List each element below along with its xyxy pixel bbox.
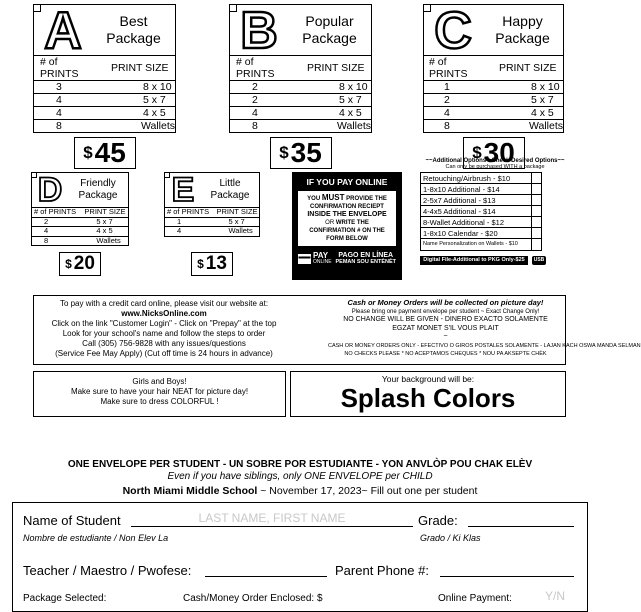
parent-phone-input[interactable] [440, 561, 574, 577]
website-link[interactable]: www.NicksOnline.com [121, 309, 207, 318]
option-checkbox[interactable] [531, 228, 541, 239]
package-d-price: $ 20 [59, 252, 101, 276]
package-e-table: # of PRINTS PRINT SIZE 1 5 x 7 4 Wallets [164, 208, 260, 237]
option-row: 8-Wallet Additional - $12 [421, 217, 541, 228]
package-a-table: # of PRINTS PRINT SIZE 3 8 x 10 4 5 x 7 4 4 x 5 8 Wallets [33, 56, 176, 133]
table-row: 8 Wallets [56, 120, 175, 132]
package-c-price: $ 30 [463, 137, 525, 169]
package-e [164, 172, 260, 276]
package-e-letter: E [171, 171, 195, 209]
grade-label: Grade: [418, 513, 458, 528]
package-selected-label: Package Selected: [23, 593, 107, 604]
option-row: 1-8x10 Additional - $14 [421, 184, 541, 195]
grade-input[interactable] [468, 511, 574, 527]
student-name-input[interactable]: LAST NAME, FIRST NAME [131, 511, 413, 527]
option-checkbox[interactable] [531, 195, 541, 206]
option-row: Retouching/Airbrush - $10 [421, 173, 541, 184]
online-payment-info: To pay with a credit card online, please visit our website at: www.NicksOnline.com Click on the link "Customer Login" - Click on "Prepay" at the top Look for your school's name and follow the steps to order Call (305) 756-9828 with any issues/questions (Service Fee May Apply) (Cut off time is 24 hours in advance) Cash or Money Orders will be collected on picture day! Please bring one payment envelope per student ~ Exact Change Only! NO CHANGE WILL BE GIVEN - DINERO EXACTO SOLAMENTE EGZAT MONET S'IL VOUS PLAIT ~ CASH OR MONEY ORDERS ONLY - EFECTIVO O GIROS POSTALES SOLAMENTE - LAJAN KACH OSWA MANDA SELMAN NO CHECKS PLEASE * NO ACEPTAMOS CHEQUES * NOU PA AKSEPTE CHÈK [33, 295, 566, 365]
package-c-name: Happy [502, 13, 543, 29]
package-e-word: Package [210, 190, 250, 201]
background-box [290, 371, 566, 417]
pay-online-spanish: PAGO EN LÍNEA [338, 252, 394, 259]
package-b-letter: B [240, 2, 278, 60]
student-name-translation: Nombre de estudiante / Non Elev La [23, 533, 169, 543]
package-a [33, 4, 176, 169]
package-e-name: Little [219, 178, 241, 189]
table-row: 3 8 x 10 [34, 81, 176, 94]
additional-options [420, 158, 570, 265]
package-c-word: Package [495, 30, 550, 46]
option-checkbox[interactable] [531, 173, 541, 184]
hair-dress-reminder: Girls and Boys! Make sure to have your hair NEAT for picture day! Make sure to dress COLORFUL ! [33, 371, 286, 417]
package-b-name: Popular [305, 13, 354, 29]
option-row: Name Personalization on Wallets - $10 [421, 239, 541, 250]
table-row: 2 8 x 10 [230, 81, 372, 94]
grade-translation: Grado / Ki Klas [420, 533, 481, 543]
package-b-word: Package [302, 30, 357, 46]
table-row: 1 8 x 10 [424, 81, 564, 94]
option-checkbox[interactable] [531, 206, 541, 217]
package-a-price: $ 45 [74, 137, 136, 169]
option-checkbox[interactable] [531, 239, 541, 250]
pay-online-logo: PAY ONLINE [298, 252, 332, 266]
package-c-letter: C [434, 2, 472, 60]
usb-icon: USB [533, 257, 545, 263]
school-name: North Miami Middle School [122, 485, 258, 497]
package-a-name: Best [119, 13, 148, 29]
pay-online-creole: PEMAN SOU ENTÈNÈT [335, 259, 396, 265]
package-d-checkbox[interactable] [31, 172, 37, 178]
pay-online-title: IF YOU PAY ONLINE [306, 177, 388, 187]
options-title: ~~Additional Options - Check Desired Options~~ [425, 158, 565, 164]
option-row: 4-4x5 Additional - $14 [421, 206, 541, 217]
package-d-letter: D [37, 171, 63, 209]
table-row: 8 Wallets [444, 120, 563, 132]
table-row: 1 5 x 7 [165, 217, 260, 227]
pay-online-box [292, 172, 402, 280]
package-b [229, 4, 372, 169]
package-d [31, 172, 129, 276]
background-label: Your background will be: [381, 374, 475, 384]
table-row: 4 Wallets [177, 226, 253, 235]
option-row: 2-5x7 Additional - $13 [421, 195, 541, 206]
online-payment-label: Online Payment: [438, 593, 512, 604]
table-row: 8 Wallets [252, 120, 371, 132]
option-checkbox[interactable] [531, 184, 541, 195]
package-b-price: $ 35 [270, 137, 332, 169]
teacher-input[interactable] [205, 561, 327, 577]
option-checkbox[interactable] [531, 217, 541, 228]
table-row: 4 4 x 5 [32, 227, 129, 237]
table-row: 2 5 x 7 [424, 94, 564, 107]
package-d-word: Package [78, 190, 118, 201]
package-b-table: # of PRINTS PRINT SIZE 2 8 x 10 2 5 x 7 4 4 x 5 8 Wallets [229, 56, 372, 133]
package-c-checkbox[interactable] [423, 4, 431, 12]
online-payment-input[interactable]: Y/N [544, 589, 565, 603]
package-a-word: Package [106, 30, 161, 46]
picture-date: ~ November 17, 2023~ Fill out one per student [257, 485, 478, 497]
package-c-table: # of PRINTS PRINT SIZE 1 8 x 10 2 5 x 7 4 4 x 5 8 Wallets [423, 56, 564, 133]
cash-enclosed-label: Cash/Money Order Enclosed: $ [183, 593, 323, 604]
package-d-table: # of PRINTS PRINT SIZE 2 5 x 7 4 4 x 5 8 Wallets [31, 208, 129, 246]
table-row: 4 5 x 7 [34, 94, 176, 107]
package-a-header [33, 2, 176, 60]
background-value: Splash Colors [340, 383, 516, 413]
pay-online-instructions: YOU MUST PROVIDE THE CONFIRMATION RECIEPT INSIDE THE ENVELOPE OR WRITE THE CONFIRMATION # ON THE FORM BELOW [298, 191, 396, 246]
parent-phone-label: Parent Phone #: [335, 563, 429, 578]
credit-card-icon [298, 254, 311, 264]
table-row: 4 4 x 5 [34, 107, 176, 120]
table-row: 2 5 x 7 [32, 217, 129, 227]
student-name-label: Name of Student [23, 513, 121, 528]
option-row: 1-8x10 Calendar - $20 [421, 228, 541, 239]
table-row: 4 4 x 5 [424, 107, 564, 120]
package-e-price: $ 13 [191, 252, 233, 276]
package-c [423, 4, 564, 169]
options-subtitle: Can only be purchased WITH a package [445, 164, 545, 170]
package-a-letter: A [44, 2, 82, 60]
teacher-label: Teacher / Maestro / Pwofese: [23, 563, 192, 578]
table-row: 4 4 x 5 [230, 107, 372, 120]
package-a-checkbox[interactable] [33, 4, 41, 12]
cash-info: Cash or Money Orders will be collected on picture day! Please bring one payment envelope per student ~ Exact Change Only! NO CHANGE WILL BE GIVEN - DINERO EXACTO SOLAMENTE EGZAT MONET S'IL VOUS PLAIT ~ CASH OR MONEY ORDERS ONLY - EFECTIVO O GIROS POSTALES SOLAMENTE - LAJAN KACH OSWA MANDA SELMAN NO CHECKS PLEASE * NO ACEPTAMOS CHEQUES * NOU PA AKSEPTE CHÈK [328, 298, 641, 357]
table-row: 8 Wallets [44, 235, 121, 245]
envelope-instructions: ONE ENVELOPE PER STUDENT - UN SOBRE POR ESTUDIANTE - YON ANVLÒP POU CHAK ELÈV Even if you have siblings, only ONE ENVELOPE per CHILD North Miami Middle School ~ November 17, 2023~ Fill out one per student [67, 459, 533, 497]
package-e-checkbox[interactable] [164, 172, 170, 178]
table-row: 2 5 x 7 [230, 94, 372, 107]
package-d-name: Friendly [80, 178, 116, 189]
digital-file-option[interactable]: Digital File-Additional to PKG Only-$25 [420, 256, 528, 265]
package-b-checkbox[interactable] [229, 4, 237, 12]
student-form [12, 502, 588, 612]
